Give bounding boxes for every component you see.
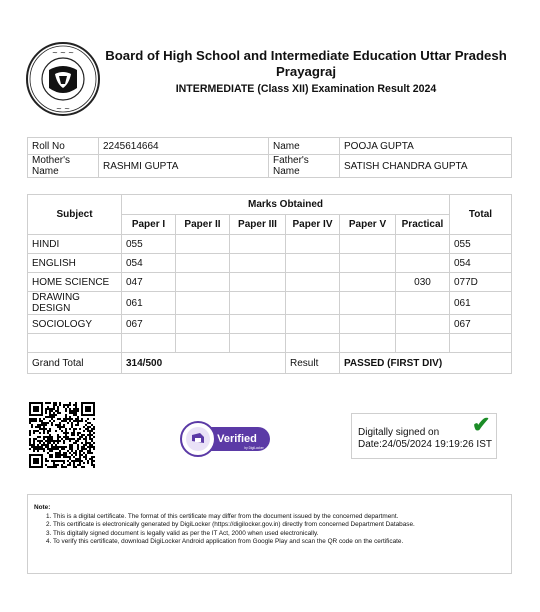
svg-text:~ ~: ~ ~: [56, 105, 70, 113]
mother-label: Mother's Name: [28, 155, 99, 178]
empty-cell: [286, 334, 340, 353]
grand-total-value: 314/500: [122, 353, 286, 374]
col-header: Paper II: [176, 215, 230, 235]
mark-cell: [176, 273, 230, 292]
total-cell: 055: [450, 235, 512, 254]
mark-cell: [230, 254, 286, 273]
empty-cell: [450, 334, 512, 353]
mark-cell: [396, 235, 450, 254]
note-item: 2. This certificate is electronically generated by DigiLocker (https://digilocker.gov.in) directly from concerned Department Database.: [46, 521, 415, 529]
total-cell: 054: [450, 254, 512, 273]
name-value: POOJA GUPTA: [340, 138, 512, 155]
mark-cell: [396, 254, 450, 273]
empty-cell: [176, 334, 230, 353]
blank-row: [28, 334, 512, 353]
mark-cell: [396, 315, 450, 334]
subject-cell: ENGLISH: [28, 254, 122, 273]
mark-cell: [340, 315, 396, 334]
digilocker-verified-badge: [180, 421, 272, 457]
col-header: Paper III: [230, 215, 286, 235]
col-header: Paper IV: [286, 215, 340, 235]
mark-cell: [396, 292, 450, 315]
mark-cell: [340, 235, 396, 254]
marks-obtained-header: Marks Obtained: [122, 195, 450, 215]
empty-cell: [230, 334, 286, 353]
mark-cell: [340, 254, 396, 273]
table-row: [28, 254, 512, 273]
grand-total-label: Grand Total: [28, 353, 122, 374]
subject-cell: DRAWING DESIGN: [28, 292, 122, 315]
result-value: PASSED (FIRST DIV): [340, 353, 512, 374]
total-cell: 061: [450, 292, 512, 315]
empty-cell: [28, 334, 122, 353]
mark-cell: [176, 315, 230, 334]
note-box: [27, 494, 512, 574]
mark-cell: [230, 315, 286, 334]
verified-text: Verified: [217, 433, 257, 445]
total-header: Total: [450, 195, 512, 235]
mark-cell: 061: [122, 292, 176, 315]
mark-cell: [176, 254, 230, 273]
mother-value: RASHMI GUPTA: [99, 155, 269, 178]
mark-cell: [176, 235, 230, 254]
total-cell: 077D: [450, 273, 512, 292]
note-item: 3. This digitally signed document is legally valid as per the IT Act, 2000 when used electronically.: [46, 529, 319, 537]
mark-cell: 055: [122, 235, 176, 254]
mark-cell: 067: [122, 315, 176, 334]
name-label: Name: [269, 138, 340, 155]
note-item: 4. To verify this certificate, download DigiLocker Android application from Google Play and scan the QR code on the certificate.: [46, 538, 404, 546]
signature-line1: Digitally signed on: [358, 427, 440, 438]
grand-total-row: [28, 353, 512, 374]
table-row: [28, 315, 512, 334]
up-board-seal-logo: [25, 40, 101, 118]
qr-code[interactable]: [29, 402, 95, 468]
mark-cell: [230, 273, 286, 292]
table-row: [28, 235, 512, 254]
digital-signature-box: [351, 413, 497, 459]
subject-cell: HOME SCIENCE: [28, 273, 122, 292]
marks-table: [27, 194, 512, 374]
mark-cell: [286, 235, 340, 254]
student-info-table: [27, 137, 512, 178]
mark-cell: 047: [122, 273, 176, 292]
empty-cell: [396, 334, 450, 353]
mark-cell: [176, 292, 230, 315]
col-header: Paper V: [340, 215, 396, 235]
check-icon: ✔: [472, 412, 491, 437]
mark-cell: [286, 315, 340, 334]
total-cell: 067: [450, 315, 512, 334]
mark-cell: [340, 292, 396, 315]
subject-cell: HINDI: [28, 235, 122, 254]
col-header: Paper I: [122, 215, 176, 235]
mark-cell: [286, 292, 340, 315]
empty-cell: [340, 334, 396, 353]
roll-label: Roll No: [28, 138, 99, 155]
mark-cell: [286, 254, 340, 273]
exam-title: INTERMEDIATE (Class XII) Examination Result 2024: [175, 83, 437, 95]
board-title: Board of High School and Intermediate Education Uttar Pradesh: [105, 48, 507, 63]
mark-cell: [286, 273, 340, 292]
signature-line2: Date:24/05/2024 19:19:26 IST: [358, 439, 492, 450]
result-label: Result: [286, 353, 340, 374]
verified-sub: by DigiLocker: [244, 446, 264, 450]
certificate-header: [100, 48, 512, 96]
note-item: 1. This is a digital certificate. The format of this certificate may differ from the document issued by the concerned department.: [46, 512, 399, 520]
col-header: Practical: [396, 215, 450, 235]
mark-cell: [340, 273, 396, 292]
subject-header: Subject: [28, 195, 122, 235]
table-row: [28, 292, 512, 315]
mark-cell: [230, 235, 286, 254]
mark-cell: 054: [122, 254, 176, 273]
empty-cell: [122, 334, 176, 353]
father-value: SATISH CHANDRA GUPTA: [340, 155, 512, 178]
subject-cell: SOCIOLOGY: [28, 315, 122, 334]
svg-text:~ ~ ~: ~ ~ ~: [51, 49, 75, 57]
mark-cell: [230, 292, 286, 315]
father-label: Father's Name: [269, 155, 340, 178]
table-row: [28, 273, 512, 292]
board-city: Prayagraj: [275, 64, 337, 79]
roll-value: 2245614664: [99, 138, 269, 155]
mark-cell: 030: [396, 273, 450, 292]
note-title: Note:: [34, 504, 51, 511]
